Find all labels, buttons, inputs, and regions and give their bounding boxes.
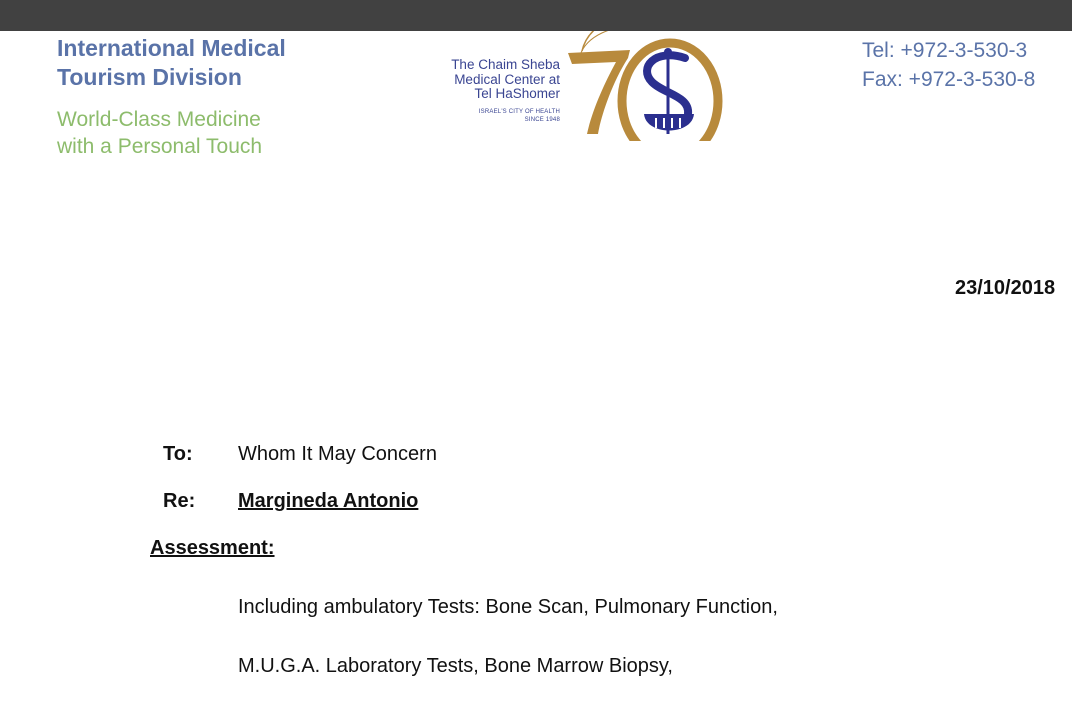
tagline-line-2: with a Personal Touch [57, 135, 263, 158]
division-line-1: International Medical [57, 35, 286, 61]
to-value: Whom It May Concern [238, 443, 437, 465]
top-bar [0, 0, 1072, 31]
re-value: Margineda Antonio [238, 490, 419, 512]
sheba-70-logo-icon [560, 31, 725, 141]
hospital-subtitle [430, 108, 560, 124]
re-label: Re: [163, 490, 196, 512]
hospital-line-1: The Chaim Sheba [451, 57, 560, 72]
hospital-small-1: ISRAEL'S CITY OF HEALTH [478, 109, 560, 115]
tagline-line-1: World-Class Medicine [57, 108, 261, 131]
division-title [57, 34, 286, 92]
assessment-heading: Assessment: [150, 537, 275, 559]
body-line-1: Including ambulatory Tests: Bone Scan, Pulmonary Function, [238, 596, 778, 618]
division-line-2: Tourism Division [57, 64, 242, 90]
tel-number: Tel: +972-3-530-3 [862, 39, 1028, 62]
body-line-2: M.U.G.A. Laboratory Tests, Bone Marrow Biopsy, [238, 655, 673, 677]
tagline [57, 106, 262, 160]
fax-number: Fax: +972-3-530-8 [862, 68, 1036, 91]
hospital-line-3: Tel HaShomer [474, 86, 560, 101]
letter-document [0, 31, 1072, 714]
contact-info [862, 36, 1035, 94]
hospital-line-2: Medical Center at [454, 71, 560, 87]
to-label: To: [163, 443, 193, 465]
hospital-small-2: SINCE 1948 [524, 117, 560, 123]
hospital-name [430, 58, 560, 102]
letter-date: 23/10/2018 [955, 277, 1056, 299]
